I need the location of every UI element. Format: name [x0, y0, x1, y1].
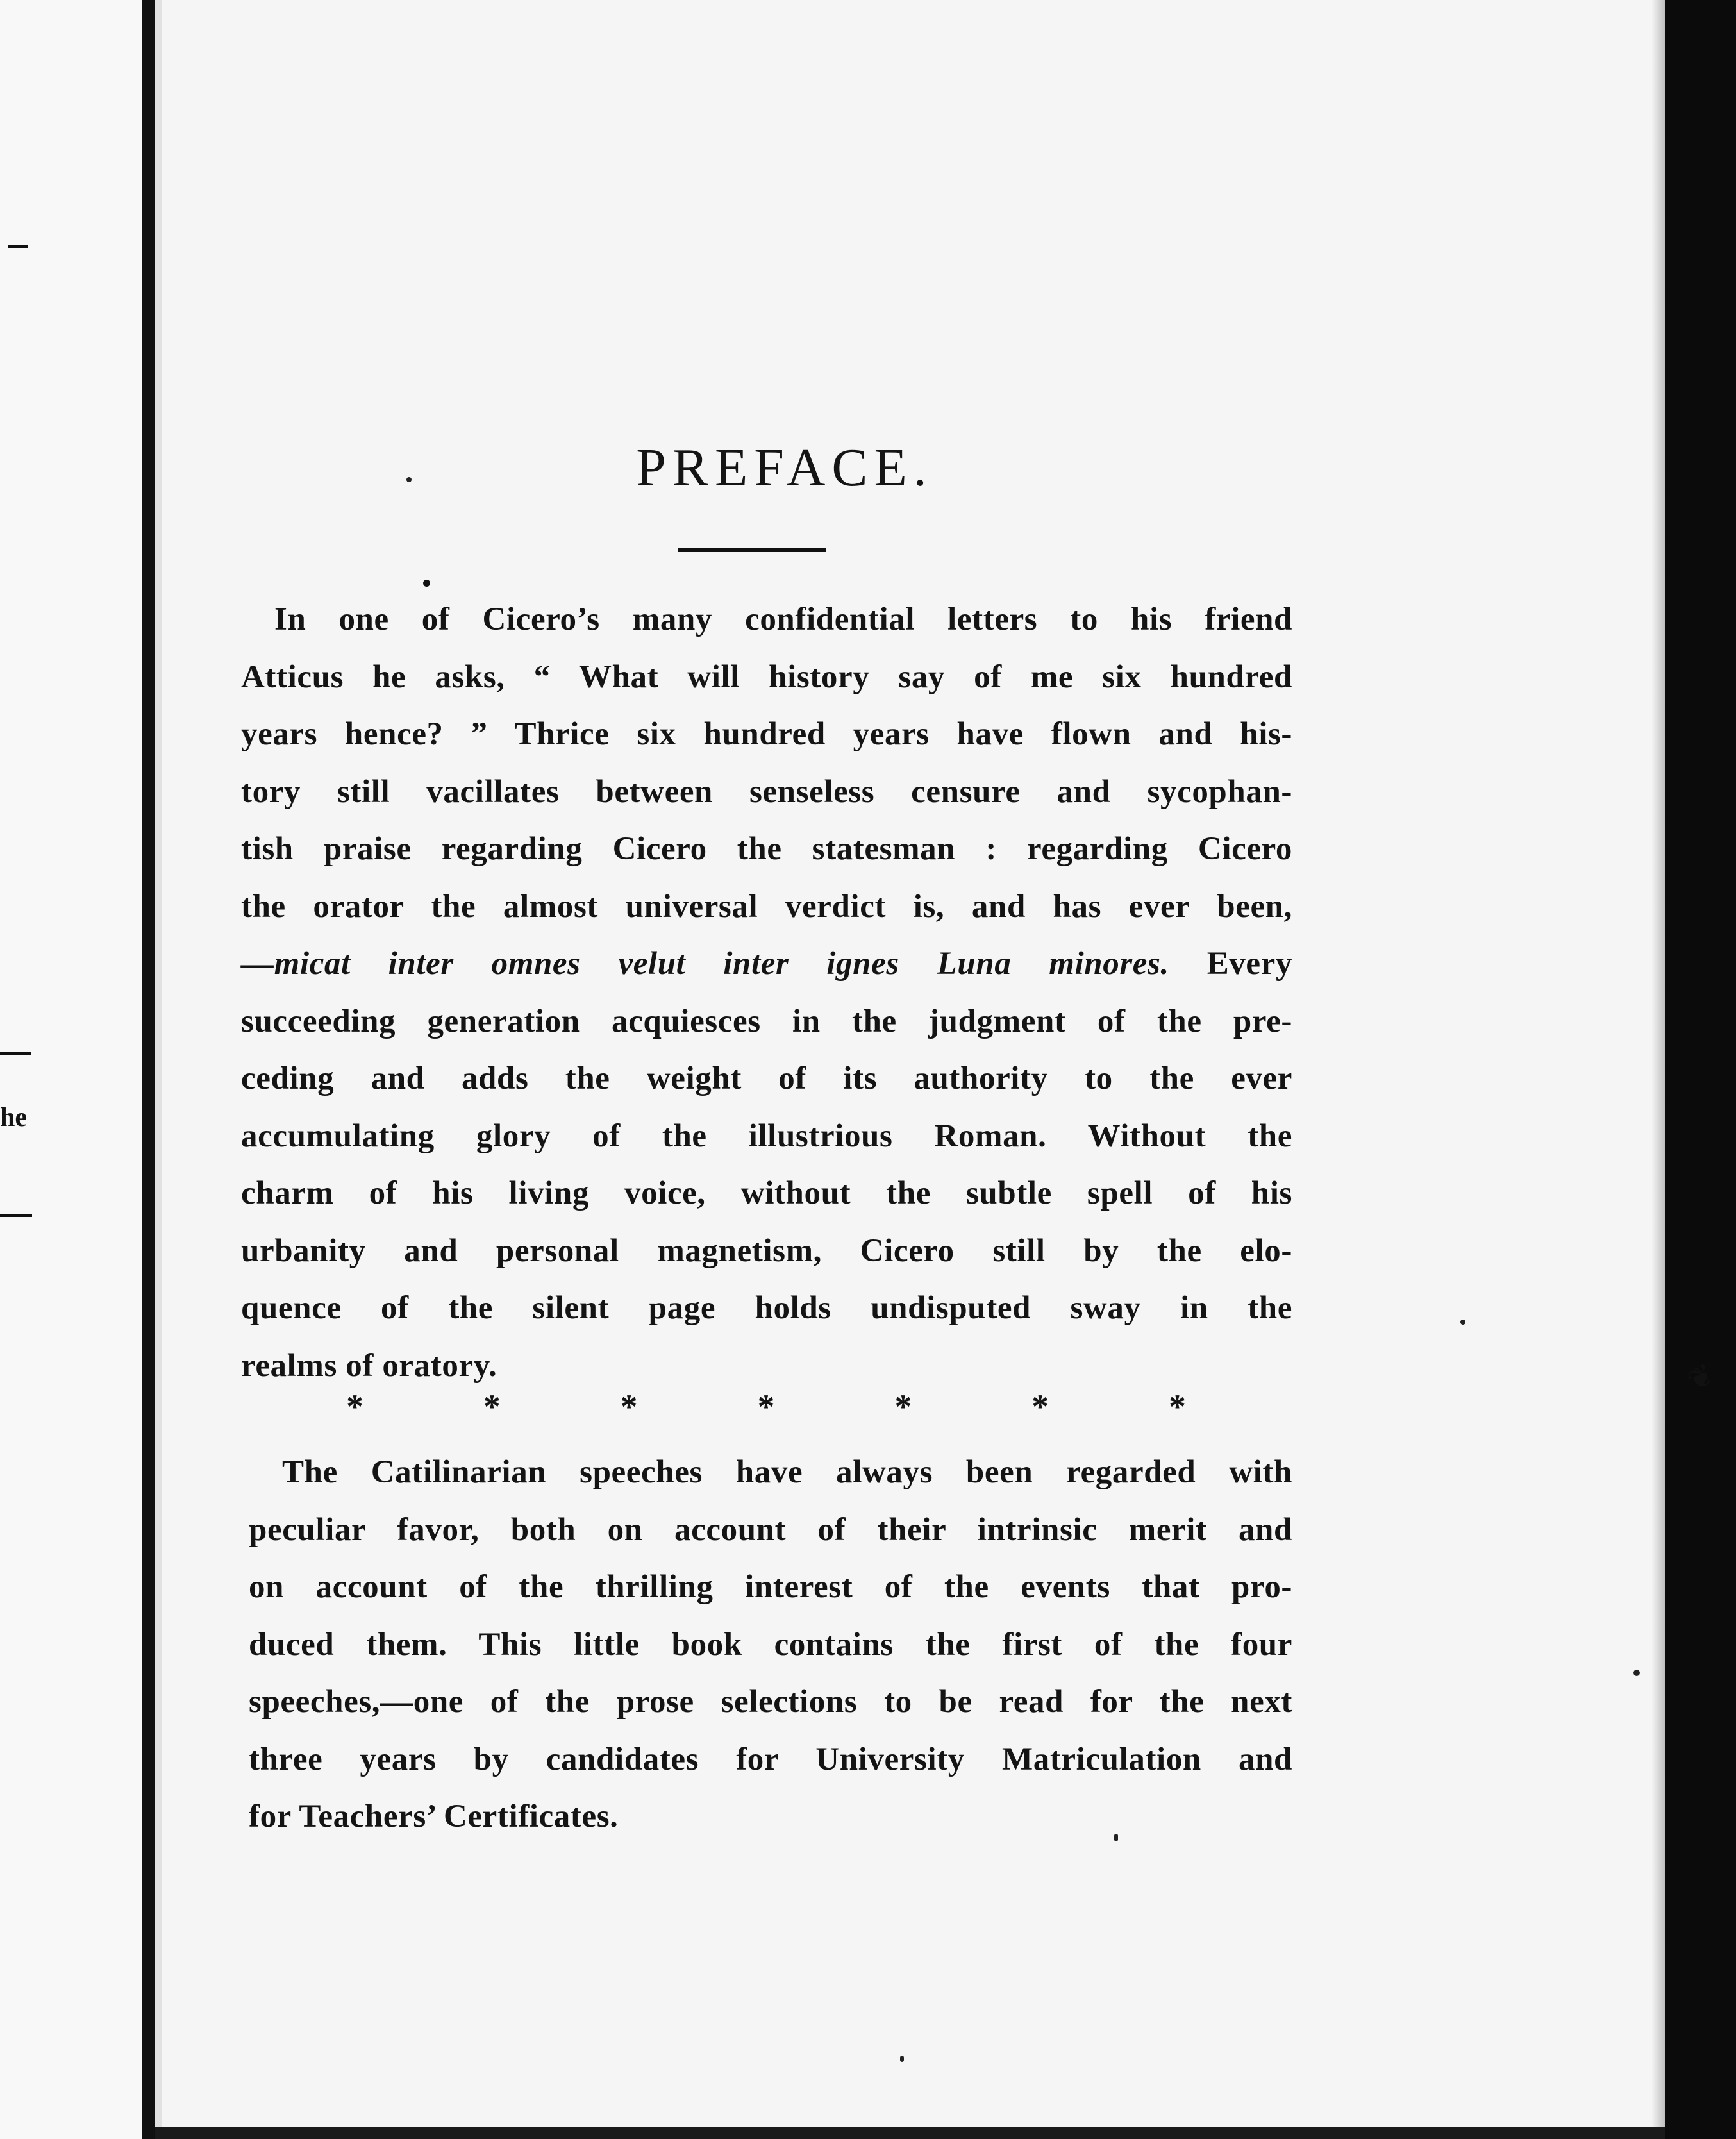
separator-asterisk: * — [483, 1388, 501, 1426]
separator-asterisk: * — [757, 1388, 775, 1426]
latin-quote: —micat inter omnes velut inter ignes Luna minores. — [241, 946, 1169, 982]
separator-asterisk: * — [894, 1388, 912, 1426]
separator-asterisk: * — [346, 1388, 363, 1426]
paragraph-line: speeches,—one of the prose selections to be read for the next — [249, 1684, 1292, 1720]
separator-asterisk: * — [1031, 1388, 1049, 1426]
scan-border-right — [1665, 0, 1736, 2139]
paragraph-line: three years by candidates for University Matriculation and — [249, 1741, 1292, 1777]
paragraph-line: years hence? ” Thrice six hundred years have flown and his- — [241, 716, 1292, 752]
paragraph-line: the orator the almost universal verdict is, and has ever been, — [241, 888, 1292, 925]
paragraph-line: succeeding generation acquiesces in the judgment of the pre- — [241, 1003, 1292, 1039]
facing-page-text: he — [0, 1103, 27, 1132]
title-rule — [678, 548, 826, 552]
facing-page-margin — [0, 0, 142, 2139]
paragraph-line: urbanity and personal magnetism, Cicero still by the elo- — [241, 1232, 1292, 1269]
paragraph-line: charm of his living voice, without the subtle spell of his — [241, 1175, 1292, 1211]
paragraph-line: The Catilinarian speeches have always been regarded with — [282, 1454, 1292, 1490]
page-edge-shade — [1651, 0, 1665, 2139]
scan-border-bottom — [155, 2127, 1665, 2139]
paragraph-line: quence of the silent page holds undisputed sway in the — [241, 1290, 1292, 1326]
paragraph-line: accumulating glory of the illustrious Roman. Without the — [241, 1118, 1292, 1154]
paragraph-line: duced them. This little book contains the first of the four — [249, 1626, 1292, 1663]
ink-speck — [1633, 1670, 1640, 1676]
facing-page-dash — [8, 245, 28, 248]
separator-asterisk: * — [1168, 1388, 1186, 1426]
separator-asterisk: * — [620, 1388, 638, 1426]
paragraph-line: peculiar favor, both on account of their intrinsic merit and — [249, 1511, 1292, 1548]
facing-page-dash — [0, 1052, 31, 1055]
preface-paragraph-1 — [241, 591, 1292, 1395]
section-separator — [346, 1388, 1186, 1426]
paragraph-line: tory still vacillates between senseless censure and sycophan- — [241, 773, 1292, 810]
paragraph-line: for Teachers’ Certificates. — [249, 1799, 619, 1834]
paragraph-line: ceding and adds the weight of its authority to the ever — [241, 1061, 1292, 1096]
ink-speck — [1460, 1320, 1465, 1325]
page-gutter — [155, 0, 162, 2139]
paragraph-line: Atticus he asks, “ What will history say of me six hundred — [241, 658, 1292, 695]
ink-dot — [423, 580, 430, 587]
facing-page-dash — [0, 1214, 32, 1217]
paragraph-line: In one of Cicero’s many confidential letters to his friend — [274, 601, 1292, 637]
preface-paragraph-2 — [249, 1444, 1292, 1846]
paragraph-line: on account of the thrilling interest of the events that pro- — [249, 1569, 1292, 1605]
page-title: PREFACE. — [636, 438, 933, 498]
edge-ornament-mark: ❦ — [1682, 1357, 1720, 1398]
binding-shadow — [142, 0, 155, 2139]
paragraph-line: tish praise regarding Cicero the statesman : regarding Cicero — [241, 831, 1292, 867]
paragraph-line: realms of oratory. — [241, 1347, 497, 1384]
paragraph-line-latin — [241, 935, 1292, 993]
latin-line-tail: Every — [1206, 946, 1292, 982]
ink-speck — [900, 2056, 904, 2062]
